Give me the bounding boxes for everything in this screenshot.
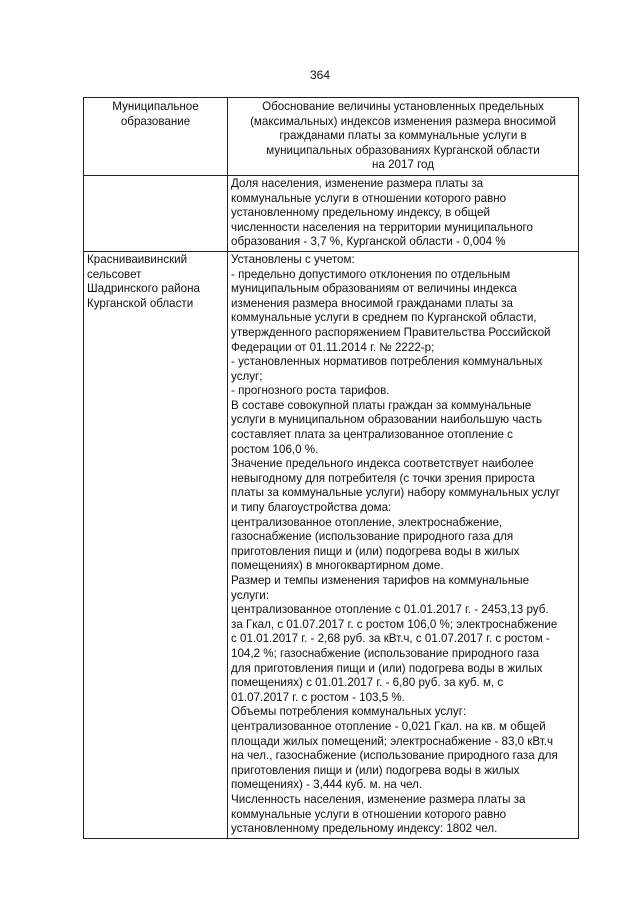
text-line: за Гкал, с 01.07.2017 г. с ростом 106,0 %; электроснабжение (231, 617, 558, 631)
text-line: с 01.01.2017 г. - 2,68 руб. за кВт.ч, с 01.07.2017 г. с ростом - (231, 632, 550, 646)
table-header-row (84, 98, 579, 176)
text-line: - прогнозного роста тарифов. (231, 384, 390, 398)
text-line: помещениях) в многоквартирном доме. (231, 559, 444, 573)
municipality-name-cell (84, 251, 228, 838)
municipality-name-line: Красниваивинский (87, 252, 188, 266)
text-line: численности населения на территории муниципального (231, 220, 533, 234)
text-line: помещениях) - 3,444 куб. м. на чел. (231, 778, 423, 792)
municipality-name-line: сельсовет (87, 267, 142, 281)
header-justification-line: муниципальных образованиях Курганской области (266, 143, 540, 157)
text-line: помещениях) с 01.01.2017 г. - 6,80 руб. за куб. м, с (231, 676, 504, 690)
text-line: изменения размера вносимой гражданами платы за (231, 296, 513, 310)
header-municipality-cell (84, 98, 228, 176)
municipality-name-line: Курганской области (87, 296, 194, 310)
header-municipality-line: Муниципальное (112, 100, 199, 113)
text-line: - установленных нормативов потребления коммунальных (231, 355, 543, 369)
text-line: и типу благоустройства дома: (231, 501, 392, 515)
text-line: установленному предельному индексу: 1802 чел. (231, 822, 498, 836)
text-line: Установлены с учетом: (231, 252, 355, 266)
text-line: услуги в муниципальном образовании наибольшую часть (231, 413, 542, 427)
continuation-municipality-cell (84, 175, 228, 251)
text-line: Федерации от 01.11.2014 г. № 2222-р; (231, 340, 435, 354)
text-line: приготовления пищи и (или) подогрева воды в жилых (231, 763, 520, 777)
text-line: муниципальным образованиям от величины индекса (231, 282, 517, 296)
text-line: Объемы потребления коммунальных услуг: (231, 705, 467, 719)
text-line: коммунальные услуги в среднем по Курганской области, (231, 311, 537, 325)
text-line: услуги: (231, 588, 269, 602)
justification-text-cell (228, 251, 579, 838)
tariff-justification-table (83, 97, 579, 839)
text-line: утвержденного распоряжением Правительства Российской (231, 325, 551, 339)
continuation-text-cell (228, 175, 579, 251)
text-line: приготовления пищи и (или) подогрева воды в жилых (231, 544, 520, 558)
text-line: Доля населения, изменение размера платы за (231, 176, 484, 190)
header-justification-line: (максимальных) индексов изменения размера вносимой (250, 114, 556, 128)
text-line: - предельно допустимого отклонения по отдельным (231, 267, 511, 281)
page-number: 364 (309, 68, 331, 82)
text-line: централизованное отопление, электроснабжение, (231, 515, 503, 529)
text-line: платы за коммунальные услуги) набору коммунальных услуг (231, 486, 560, 500)
municipality-name-line: Шадринского района (87, 282, 200, 296)
text-line: В составе совокупной платы граждан за коммунальные (231, 398, 532, 412)
text-line: площади жилых помещений; электроснабжение - 83,0 кВт.ч (231, 734, 554, 748)
text-line: на чел., газоснабжение (использование природного газа для (231, 749, 558, 763)
text-line: коммунальные услуги в отношении которого равно (231, 191, 507, 205)
header-justification-cell (228, 98, 579, 176)
header-justification-line: Обоснование величины установленных предельных (262, 100, 544, 113)
text-line: ростом 106,0 %. (231, 442, 319, 456)
text-line: Размер и темпы изменения тарифов на коммунальные (231, 574, 530, 587)
text-line: Численность населения, изменение размера платы за (231, 792, 526, 806)
header-municipality-line: образование (120, 114, 191, 128)
header-justification-line: гражданами платы за коммунальные услуги в (279, 129, 527, 143)
text-line: централизованное отопление с 01.01.2017 г. - 2453,13 руб. (231, 603, 549, 617)
text-line: услуг; (231, 369, 263, 383)
municipality-row (84, 251, 579, 838)
text-line: образования - 3,7 %, Курганской области - 0,004 % (231, 235, 506, 249)
text-line: невыгодному для потребителя (с точки зрения прироста (231, 471, 535, 485)
text-line: централизованное отопление - 0,021 Гкал. на кв. м общей (231, 719, 546, 733)
text-line: Значение предельного индекса соответствует наиболее (231, 457, 534, 471)
text-line: для приготовления пищи и (или) подогрева воды в жилых (231, 661, 543, 675)
continuation-row (84, 175, 579, 251)
text-line: установленному предельному индексу, в общей (231, 206, 490, 220)
text-line: 104,2 %; газоснабжение (использование природного газа (231, 646, 540, 660)
text-line: газоснабжение (использование природного газа для (231, 530, 514, 544)
header-justification-line: на 2017 год (372, 158, 435, 172)
text-line: 01.07.2017 г. с ростом - 103,5 %. (231, 690, 405, 704)
text-line: коммунальные услуги в отношении которого равно (231, 807, 507, 821)
text-line: составляет плата за централизованное отопление с (231, 428, 513, 442)
